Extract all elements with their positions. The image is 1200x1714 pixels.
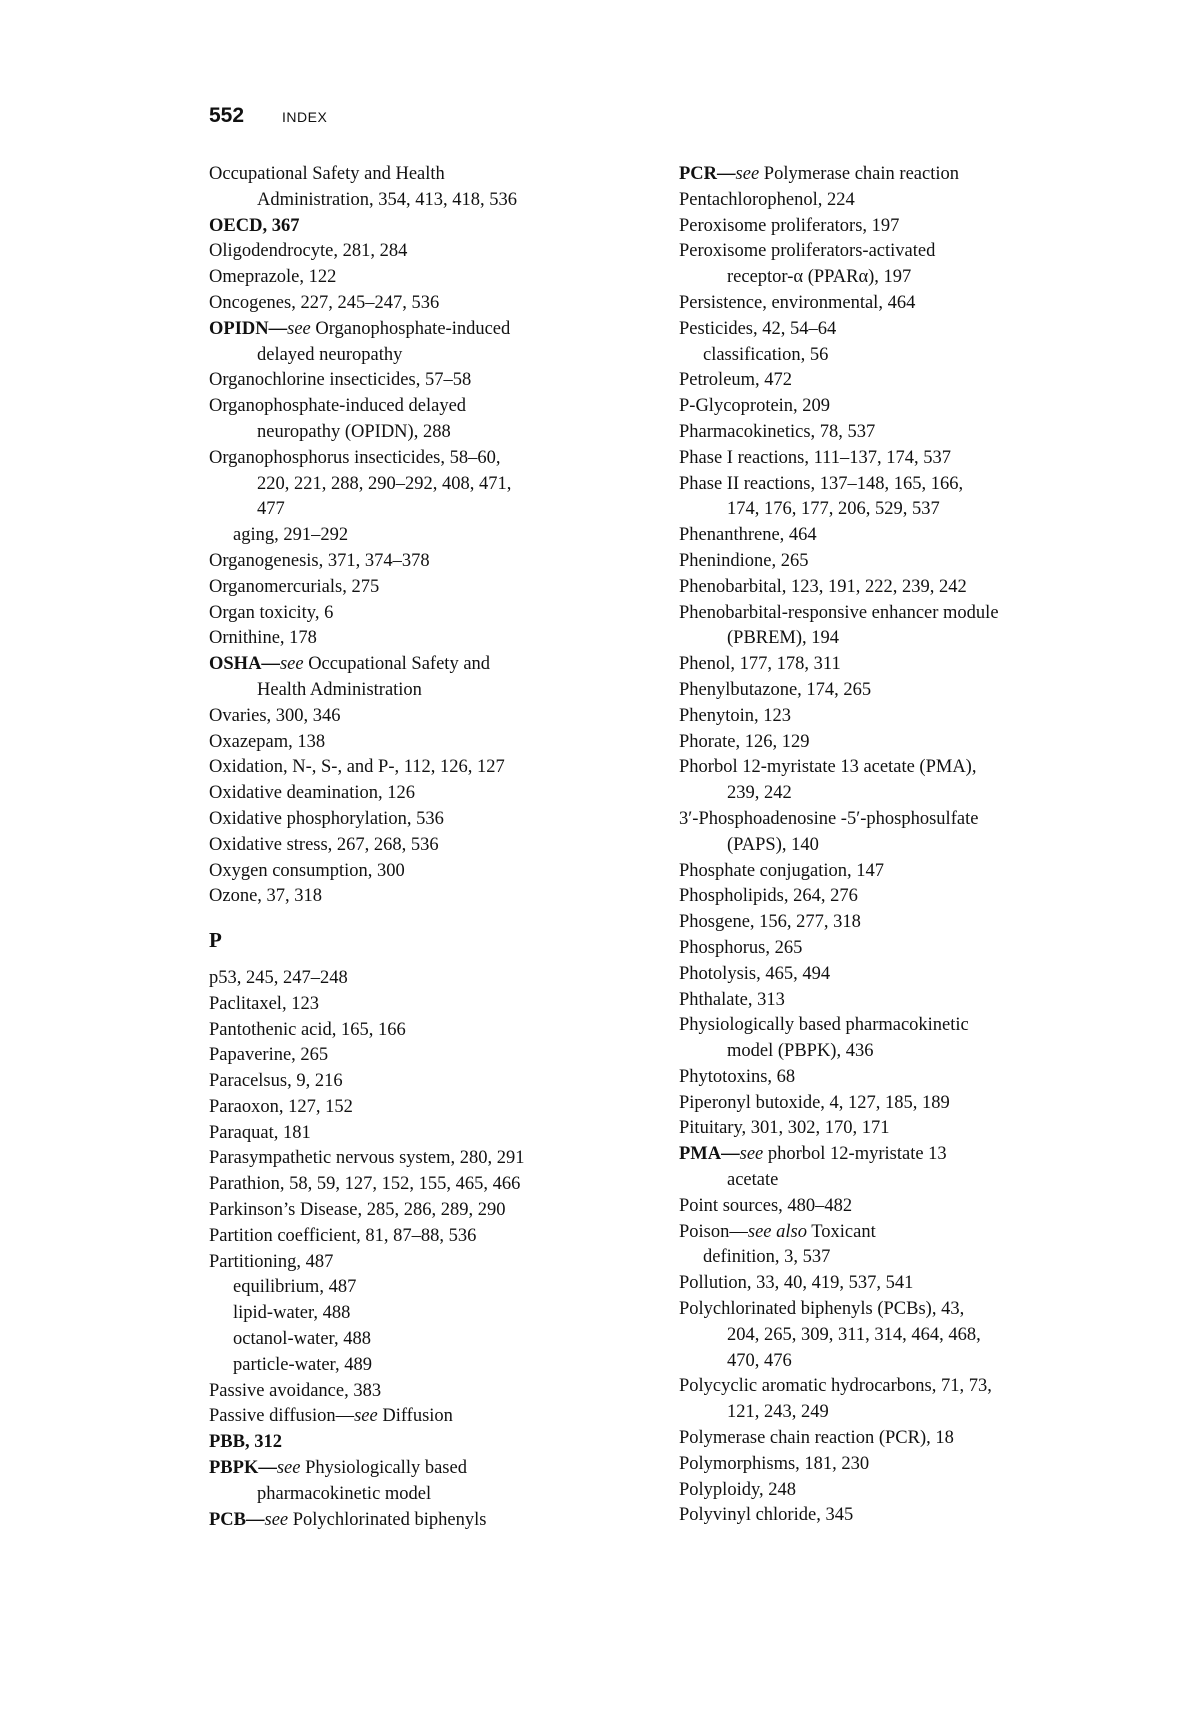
index-entries-o <box>209 162 649 910</box>
index-entry: Papaverine, 265 <box>209 1045 329 1066</box>
index-entry: Peroxisome proliferators, 197 <box>679 215 900 236</box>
index-entry: Pentachlorophenol, 224 <box>679 189 855 210</box>
index-entry: Polychlorinated biphenyls (PCBs), 43, <box>679 1299 965 1320</box>
index-entry: Health Administration <box>257 679 422 700</box>
index-entry: OSHA—see Occupational Safety and <box>209 654 491 675</box>
index-entry: Oxidative deamination, 126 <box>209 783 416 804</box>
section-letter: P <box>209 928 222 953</box>
index-entry: Photolysis, 465, 494 <box>679 963 831 984</box>
index-entry: Poison—see also Toxicant <box>679 1221 876 1242</box>
index-entry: Organomercurials, 275 <box>209 576 380 597</box>
index-entry: 470, 476 <box>727 1350 792 1371</box>
index-entry: Piperonyl butoxide, 4, 127, 185, 189 <box>679 1092 950 1113</box>
index-entry: Oxygen consumption, 300 <box>209 860 405 881</box>
index-entry: Pollution, 33, 40, 419, 537, 541 <box>679 1273 914 1294</box>
index-entry: Polymorphisms, 181, 230 <box>679 1453 870 1474</box>
index-column-left <box>209 162 649 1533</box>
index-entry: Phenytoin, 123 <box>679 705 792 726</box>
index-column-right <box>679 162 1099 1529</box>
index-entry: Partition coefficient, 81, 87–88, 536 <box>209 1225 477 1246</box>
index-entry: PCR—see Polymerase chain reaction <box>679 164 959 184</box>
index-entry: definition, 3, 537 <box>703 1247 831 1268</box>
index-entry: particle-water, 489 <box>233 1354 372 1375</box>
index-entry: Polyploidy, 248 <box>679 1479 797 1500</box>
index-entry: Oxidation, N-, S-, and P-, 112, 126, 127 <box>209 757 505 778</box>
index-entry: Pesticides, 42, 54–64 <box>679 318 837 339</box>
index-entry: Polyvinyl chloride, 345 <box>679 1505 854 1526</box>
index-entry: Partitioning, 487 <box>209 1251 334 1272</box>
index-entry: aging, 291–292 <box>233 525 349 546</box>
index-entry: Phorbol 12-myristate 13 acetate (PMA), <box>679 757 977 778</box>
index-entry: PBPK—see Physiologically based <box>209 1458 467 1479</box>
index-entry: PBB, 312 <box>209 1432 282 1453</box>
index-entries-p <box>209 966 649 1534</box>
index-entry: Passive diffusion—see Diffusion <box>209 1406 453 1427</box>
index-entry: Point sources, 480–482 <box>679 1195 853 1216</box>
index-entry: OECD, 367 <box>209 215 300 236</box>
index-entry: Organophosphate-induced delayed <box>209 396 467 417</box>
index-entry: PMA—see phorbol 12-myristate 13 <box>679 1144 947 1165</box>
index-entry: Pantothenic acid, 165, 166 <box>209 1019 406 1040</box>
index-entries-p-continued <box>679 162 1099 1529</box>
index-entry: 239, 242 <box>727 783 792 804</box>
index-entry: Ozone, 37, 318 <box>209 886 323 907</box>
running-head-label: INDEX <box>282 109 328 125</box>
index-entry: lipid-water, 488 <box>233 1303 351 1324</box>
index-entry: 477 <box>257 499 285 520</box>
index-entry: Oxidative phosphorylation, 536 <box>209 808 444 829</box>
index-entry: neuropathy (OPIDN), 288 <box>257 421 451 442</box>
index-entry: Polycyclic aromatic hydrocarbons, 71, 73, <box>679 1376 992 1397</box>
index-entry: Phenobarbital-responsive enhancer module <box>679 602 999 623</box>
index-entry: pharmacokinetic model <box>257 1483 432 1504</box>
index-entry: Phthalate, 313 <box>679 989 785 1010</box>
index-entry: Phenindione, 265 <box>679 550 809 571</box>
index-entry: 121, 243, 249 <box>727 1402 829 1423</box>
index-entry: OPIDN—see Organophosphate-induced <box>209 318 511 339</box>
page-number: 552 <box>209 104 245 127</box>
index-entry: Persistence, environmental, 464 <box>679 292 916 313</box>
index-entry: classification, 56 <box>703 344 829 365</box>
index-entry: Phorate, 126, 129 <box>679 731 810 752</box>
index-entry: 220, 221, 288, 290–292, 408, 471, <box>257 473 512 494</box>
index-entry: Phosgene, 156, 277, 318 <box>679 912 861 933</box>
index-entry: acetate <box>727 1170 779 1191</box>
index-entry: Paraoxon, 127, 152 <box>209 1096 353 1117</box>
index-entry: Organochlorine insecticides, 57–58 <box>209 370 472 391</box>
index-entry: receptor-α (PPARα), 197 <box>727 267 912 288</box>
index-entry: delayed neuropathy <box>257 344 403 365</box>
index-entry: Polymerase chain reaction (PCR), 18 <box>679 1428 954 1449</box>
index-entry: Paraquat, 181 <box>209 1122 311 1143</box>
index-entry: P-Glycoprotein, 209 <box>679 396 831 417</box>
index-entry: 174, 176, 177, 206, 529, 537 <box>727 499 940 520</box>
index-entry: model (PBPK), 436 <box>727 1041 874 1062</box>
index-entry: Pituitary, 301, 302, 170, 171 <box>679 1118 890 1139</box>
index-entry: (PBREM), 194 <box>727 628 840 649</box>
index-entry: octanol-water, 488 <box>233 1329 371 1350</box>
index-entry: 3′-Phosphoadenosine -5′-phosphosulfate <box>679 808 979 829</box>
index-entry: Phenanthrene, 464 <box>679 525 817 546</box>
index-entry: Phase II reactions, 137–148, 165, 166, <box>679 473 964 494</box>
index-entry: Omeprazole, 122 <box>209 267 337 288</box>
index-entry: equilibrium, 487 <box>233 1277 357 1298</box>
index-entry: (PAPS), 140 <box>727 834 819 855</box>
index-entry: Occupational Safety and Health <box>209 164 445 184</box>
index-entry: Pharmacokinetics, 78, 537 <box>679 421 876 442</box>
index-entry: Organophosphorus insecticides, 58–60, <box>209 447 501 468</box>
index-entry: Phase I reactions, 111–137, 174, 537 <box>679 447 951 468</box>
index-entry: Paracelsus, 9, 216 <box>209 1071 343 1092</box>
index-entry: Oligodendrocyte, 281, 284 <box>209 241 408 262</box>
index-entry: Oncogenes, 227, 245–247, 536 <box>209 292 440 313</box>
index-entry: Passive avoidance, 383 <box>209 1380 382 1401</box>
index-entry: Oxidative stress, 267, 268, 536 <box>209 834 439 855</box>
index-entry: Peroxisome proliferators-activated <box>679 241 936 262</box>
index-entry: Phenobarbital, 123, 191, 222, 239, 242 <box>679 576 967 597</box>
index-entry: Organogenesis, 371, 374–378 <box>209 550 430 571</box>
index-entry: Phytotoxins, 68 <box>679 1066 796 1087</box>
index-entry: Oxazepam, 138 <box>209 731 326 752</box>
index-entry: Phenylbutazone, 174, 265 <box>679 679 872 700</box>
running-head <box>209 104 327 132</box>
index-entry: PCB—see Polychlorinated biphenyls <box>209 1509 487 1530</box>
index-entry: Petroleum, 472 <box>679 370 793 391</box>
index-entry: Paclitaxel, 123 <box>209 993 319 1014</box>
index-entry: Ornithine, 178 <box>209 628 317 649</box>
index-entry: Ovaries, 300, 346 <box>209 705 341 726</box>
index-entry: Phospholipids, 264, 276 <box>679 886 858 907</box>
index-entry: Organ toxicity, 6 <box>209 602 334 623</box>
index-entry: Phosphorus, 265 <box>679 937 803 958</box>
index-entry: Physiologically based pharmacokinetic <box>679 1015 969 1036</box>
index-entry: p53, 245, 247–248 <box>209 967 348 988</box>
index-entry: Parasympathetic nervous system, 280, 291 <box>209 1148 525 1169</box>
index-entry: Administration, 354, 413, 418, 536 <box>257 189 518 210</box>
index-entry: Phenol, 177, 178, 311 <box>679 654 841 675</box>
index-entry: 204, 265, 309, 311, 314, 464, 468, <box>727 1324 981 1345</box>
index-entry: Parathion, 58, 59, 127, 152, 155, 465, 466 <box>209 1174 521 1195</box>
index-entry: Phosphate conjugation, 147 <box>679 860 885 881</box>
index-entry: Parkinson’s Disease, 285, 286, 289, 290 <box>209 1200 506 1221</box>
